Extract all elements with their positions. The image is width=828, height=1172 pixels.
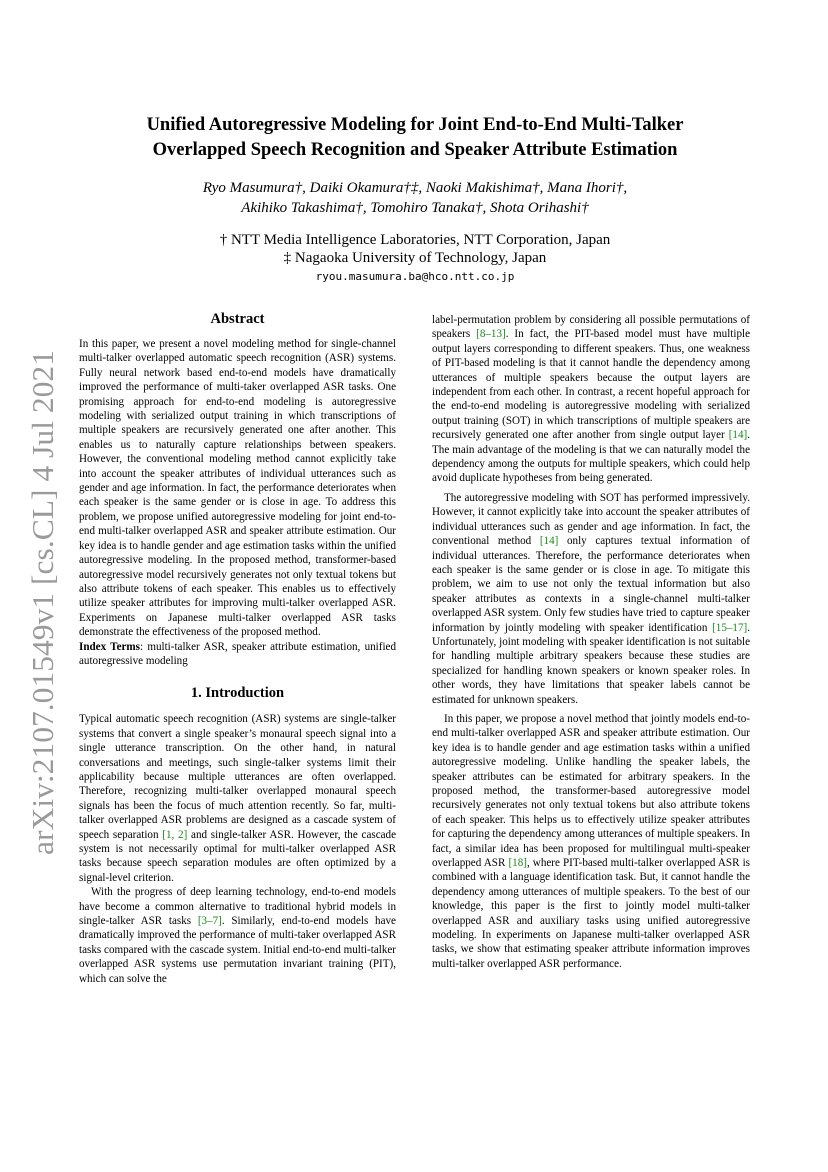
intro-r1-text-a: label-permutation problem by considering all possible permutations of speakers [432,314,750,341]
intro-p2-text-a: With the progress of deep learning technology, end-to-end models have become a common alternative to traditional hybrid models in single-talker ASR tasks [79,886,396,928]
intro-paragraph-3 [432,313,750,486]
intro-paragraph-4 [432,491,750,707]
citation-link[interactable]: [3–7] [197,915,222,928]
intro-r3-text-b: , where PIT-based multi-talker overlapped ASR is combined with a language identification task. But, it cannot handle the dependency among utterances of multiple speakers. To the best of our knowledge, this paper is the first to jointly model multi-talker overlapped ASR and auxiliary tasks using unified autoregressive modeling. In experiments on Japanese multi-talker overlapped ASR tasks, we show that estimating speaker attribute information improves multi-talker overlapped ASR performance. [432,857,750,970]
citation-link[interactable]: [1, 2] [162,828,188,841]
citation-link[interactable]: [14] [539,535,559,548]
intro-r3-text-a: In this paper, we propose a novel method that jointly models end-to-end multi-talker overlapped ASR and speaker attribute estimation. Our key idea is to handle gender and age estimation tasks within a unified autoregressive modeling. Unlike handling the speaker labels, the speaker attributes can be estimated for arbitrary speakers. In the proposed method, the transformer-based autoregressive model recursively generates not only textual tokens but also attribute tokens of each speaker. This helps us to effectively utilize speaker attributes for capturing the dependency among utterances of multiple speakers. In fact, a similar idea has been proposed for multilingual multi-speaker overlapped ASR [432,712,750,870]
intro-r2-text-c: . Unfortunately, joint modeling with speaker identification is not suitable for handling multiple arbitrary speakers because these studies are specialized for handling known speakers or known speaker roles. In other words, they have limitations that speaker labels cannot be estimated for unknown speakers. [432,621,750,706]
index-terms-text: : multi-talker ASR, speaker attribute estimation, unified autoregressive modeling [79,640,396,667]
intro-paragraph-1 [79,712,396,885]
intro-p1-text-a: Typical automatic speech recognition (ASR) systems are single-talker systems that convert a single speaker’s monaural speech signal into a single utterance transcription. On the other hand, in natural conversations and meetings, such single-talker systems limit their applicability because multiple utterances are often overlapped. Therefore, recognizing multi-talker overlapped monaural speech signals has been the focus of much attention recently. So far, multi-talker overlapped ASR problems are designed as a cascade system of speech separation [79,713,396,841]
title-line-1: Unified Autoregressive Modeling for Joint End-to-End Multi-Talker [146,115,684,135]
author-email: ryou.masumura.ba@hco.ntt.co.jp [315,270,515,283]
intro-p2-text-b: . Similarly, end-to-end models have dramatically improved the performance of multi-taker overlapped ASR tasks compared with the cascade system. Initial end-to-end multi-talker overlapped ASR systems use permutation invariant training (PIT), which can solve the [79,915,396,985]
index-terms-label: Index Terms [79,640,140,653]
intro-p1-text-b: and single-talker ASR. However, the cascade system is not necessarily optimal for multi-talker overlapped ASR tasks because speech separation modules are often optimized by a signal-level criterion. [79,828,397,884]
title-line-2: Overlapped Speech Recognition and Speaker Attribute Estimation [152,140,678,160]
author-list [90,178,740,218]
arxiv-side-stamp [18,345,64,855]
left-column [79,308,396,986]
intro-r2-text-a: The autoregressive modeling with SOT has performed impressively. However, it cannot explicitly take into account the speaker attributes of individual utterances such as gender and age information. In fact, the conventional method [432,491,750,548]
index-terms [79,640,396,669]
intro-paragraph-5 [432,712,750,971]
introduction-heading: 1. Introduction [190,685,285,702]
arxiv-stamp-svg [18,345,64,855]
paper-title [90,113,740,163]
citation-link[interactable]: [14] [728,429,748,442]
affiliation-line-1: † NTT Media Intelligence Laboratories, NTT Corporation, Japan [219,232,611,248]
authors-line-1: Ryo Masumura†, Daiki Okamura†‡, Naoki Makishima†, Mana Ihori†, [202,180,628,196]
citation-link[interactable]: [18] [508,857,527,870]
arxiv-id-text[interactable]: arXiv:2107.01549v1 [cs.CL] 4 Jul 2021 [26,367,60,855]
affiliations [90,231,740,267]
citation-link[interactable]: [15–17] [712,621,748,634]
intro-r1-text-c: . The main advantage of the modeling is that we can naturally model the dependency among the outputs for multiple speakers, which could help avoid duplicate hypotheses from being generated. [432,429,750,485]
intro-r1-text-b: . In fact, the PIT-based model must have multiple output layers corresponding to different speakers. Thus, one weakness of PIT-based modeling is that it cannot handle the dependency among utterances of multiple speakers because the output layers are independent from each other. In contrast, a recent hopeful approach for the end-to-end modeling is autoregressive modeling with serialized output training (SOT) in which transcriptions of multiple speakers are recursively generated one after another from single output layer [432,328,751,442]
right-column [432,313,750,971]
affiliation-line-2: ‡ Nagaoka University of Technology, Japan [283,250,547,266]
intro-r2-text-b: only captures textual information of individual utterances. Therefore, the performance deteriorates when each speaker is the same gender or is close in age. To mitigate this problem, we aim to use not only the textual information but also speaker attributes as contexts in a single-channel multi-talker overlapped ASR system. Only few studies have tried to capture speaker information by jointly modeling with speaker identification [432,535,751,634]
intro-paragraph-2 [79,885,396,986]
citation-link[interactable]: [8–13] [476,328,506,341]
abstract-text: In this paper, we present a novel modeling method for single-channel multi-talker overlapped automatic speech recognition (ASR) systems. Fully neural network based end-to-end models have dramatically improved the performance of multi-taker overlapped ASR tasks. One promising approach for end-to-end modeling is autoregressive modeling with serialized output training in which transcriptions of multiple speakers are recursively generated one after another. This enables us to naturally capture relationships between speakers. However, the conventional modeling method cannot explicitly take into account the speaker attributes of individual utterances such as gender and age information. In fact, the performance deteriorates when each speaker is the same gender or is close in age. To address this problem, we propose unified autoregressive modeling for joint end-to-end multi-talker overlapped ASR and speaker attribute estimation. Our key idea is to handle gender and age estimation tasks within the unified autoregressive modeling. In the proposed method, transformer-based autoregressive model recursively generates not only textual tokens but also attribute tokens of each speaker. This enables us to effectively utilize speaker attributes for improving multi-talker overlapped ASR. Experiments on Japanese multi-talker overlapped ASR tasks demonstrate the effectiveness of the proposed method. [79,338,396,639]
abstract-heading: Abstract [210,311,265,327]
authors-line-2: Akihiko Takashima†, Tomohiro Tanaka†, Shota Orihashi† [241,200,589,216]
